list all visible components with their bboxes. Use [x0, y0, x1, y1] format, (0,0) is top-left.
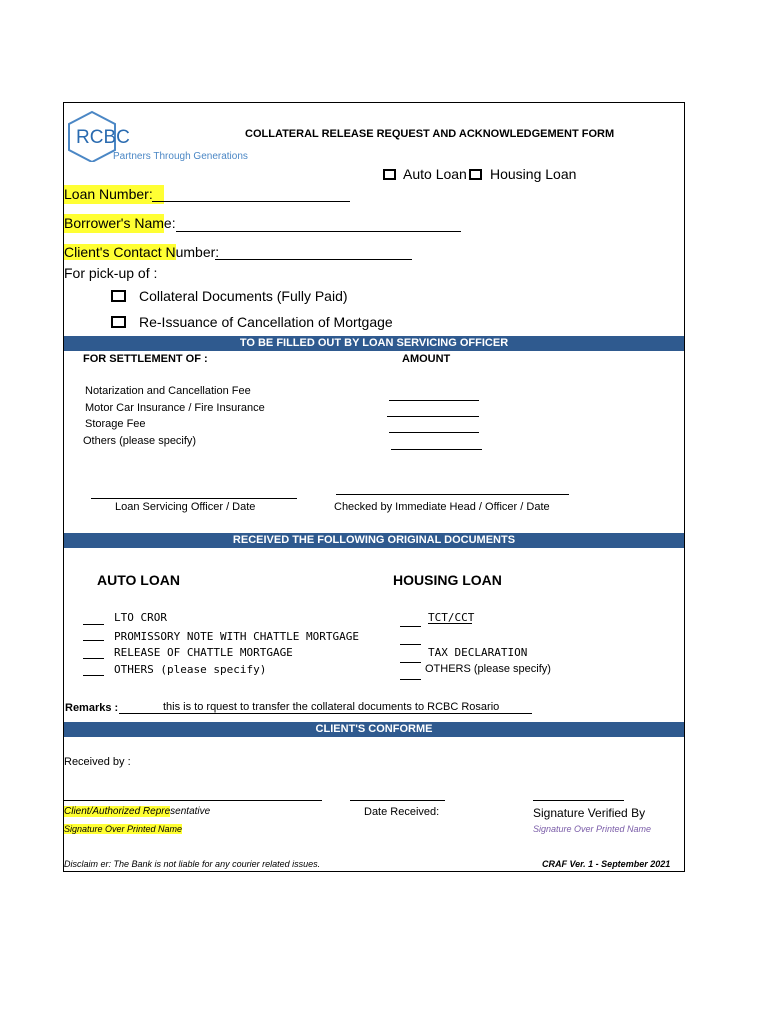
logo-tagline: Partners Through Generations	[113, 151, 248, 162]
housing-loan-checkbox[interactable]	[469, 169, 482, 180]
verifier-sig-printed-name: Signature Over Printed Name	[533, 824, 652, 834]
auto-loan-label: Auto Loan	[403, 166, 467, 182]
date-received-label: Date Received:	[364, 806, 440, 818]
officer-signature-line[interactable]	[91, 498, 297, 499]
pickup-option-collateral: Collateral Documents (Fully Paid)	[139, 288, 348, 304]
fee-item: Storage Fee	[85, 418, 146, 430]
client-sig-printed-name: Signature Over Printed Name	[64, 824, 183, 834]
loan-number-label: Loan Number:	[64, 185, 164, 204]
loan-number-field[interactable]	[152, 201, 350, 202]
auto-doc-item: PROMISSORY NOTE WITH CHATTLE MORTGAGE	[114, 630, 360, 643]
verified-by-label: Signature Verified By	[533, 806, 646, 820]
remarks-value: this is to rquest to transfer the collateral documents to RCBC Rosario	[163, 701, 500, 713]
pickup-option-reissuance: Re-Issuance of Cancellation of Mortgage	[139, 314, 393, 330]
conforme-section-bar: CLIENT'S CONFORME	[64, 722, 684, 737]
auto-doc-item: RELEASE OF CHATTLE MORTGAGE	[114, 646, 293, 659]
officer-section-bar: TO BE FILLED OUT BY LOAN SERVICING OFFICER	[64, 336, 684, 351]
check-blank[interactable]	[400, 644, 421, 645]
documents-section-bar: RECEIVED THE FOLLOWING ORIGINAL DOCUMENTS	[64, 533, 684, 548]
client-signature-line[interactable]	[64, 800, 322, 801]
check-blank[interactable]	[400, 626, 421, 627]
auto-loan-header: AUTO LOAN	[97, 572, 180, 588]
fee-item: Others (please specify)	[83, 435, 197, 447]
housing-doc-item: TAX DECLARATION	[428, 646, 528, 659]
fee-item: Motor Car Insurance / Fire Insurance	[85, 402, 265, 414]
fee-item: Notarization and Cancellation Fee	[85, 385, 251, 397]
remarks-label: Remarks :	[65, 702, 119, 714]
form-version: CRAF Ver. 1 - September 2021	[542, 859, 671, 869]
fee-amount-field[interactable]	[391, 449, 482, 450]
housing-doc-item: TCT/CCT	[428, 611, 475, 624]
check-blank[interactable]	[400, 679, 421, 680]
client-rep-label: Client/Authorized Representative	[64, 806, 211, 817]
check-blank[interactable]	[83, 675, 104, 676]
amount-header: AMOUNT	[402, 353, 451, 365]
housing-loan-header: HOUSING LOAN	[393, 572, 502, 588]
housing-loan-label: Housing Loan	[490, 166, 577, 182]
form-title: COLLATERAL RELEASE REQUEST AND ACKNOWLEDGEMENT FORM	[245, 128, 615, 140]
fee-amount-field[interactable]	[387, 416, 479, 417]
disclaimer-text: Disclaim er: The Bank is not liable for any courier related issues.	[64, 859, 321, 869]
housing-doc-item: OTHERS (please specify)	[425, 663, 551, 675]
received-by-label: Received by :	[64, 756, 131, 768]
date-received-line[interactable]	[350, 800, 445, 801]
verifier-signature-line[interactable]	[533, 800, 624, 801]
logo-text: RCBC	[76, 127, 130, 148]
collateral-docs-checkbox[interactable]	[111, 290, 126, 302]
fee-amount-field[interactable]	[389, 400, 479, 401]
check-blank[interactable]	[83, 640, 104, 641]
officer-signature-label: Loan Servicing Officer / Date	[115, 501, 256, 513]
head-signature-label: Checked by Immediate Head / Officer / Date	[334, 501, 550, 513]
auto-doc-item: LTO CROR	[114, 611, 167, 624]
contact-number-label: Client's Contact Number:	[64, 244, 220, 260]
borrower-name-label: Borrower's Name:	[64, 215, 176, 231]
settlement-header: FOR SETTLEMENT OF :	[83, 353, 208, 365]
auto-doc-item: OTHERS (please specify)	[114, 663, 267, 676]
borrower-name-field[interactable]	[176, 231, 461, 232]
contact-number-field[interactable]	[215, 259, 412, 260]
auto-loan-checkbox[interactable]	[383, 169, 396, 180]
check-blank[interactable]	[83, 624, 104, 625]
check-blank[interactable]	[400, 662, 421, 663]
pickup-label: For pick-up of :	[64, 265, 158, 281]
remarks-field[interactable]	[119, 713, 532, 714]
reissuance-checkbox[interactable]	[111, 316, 126, 328]
head-signature-line[interactable]	[336, 494, 569, 495]
tct-underline	[428, 623, 472, 624]
fee-amount-field[interactable]	[389, 432, 479, 433]
check-blank[interactable]	[83, 658, 104, 659]
